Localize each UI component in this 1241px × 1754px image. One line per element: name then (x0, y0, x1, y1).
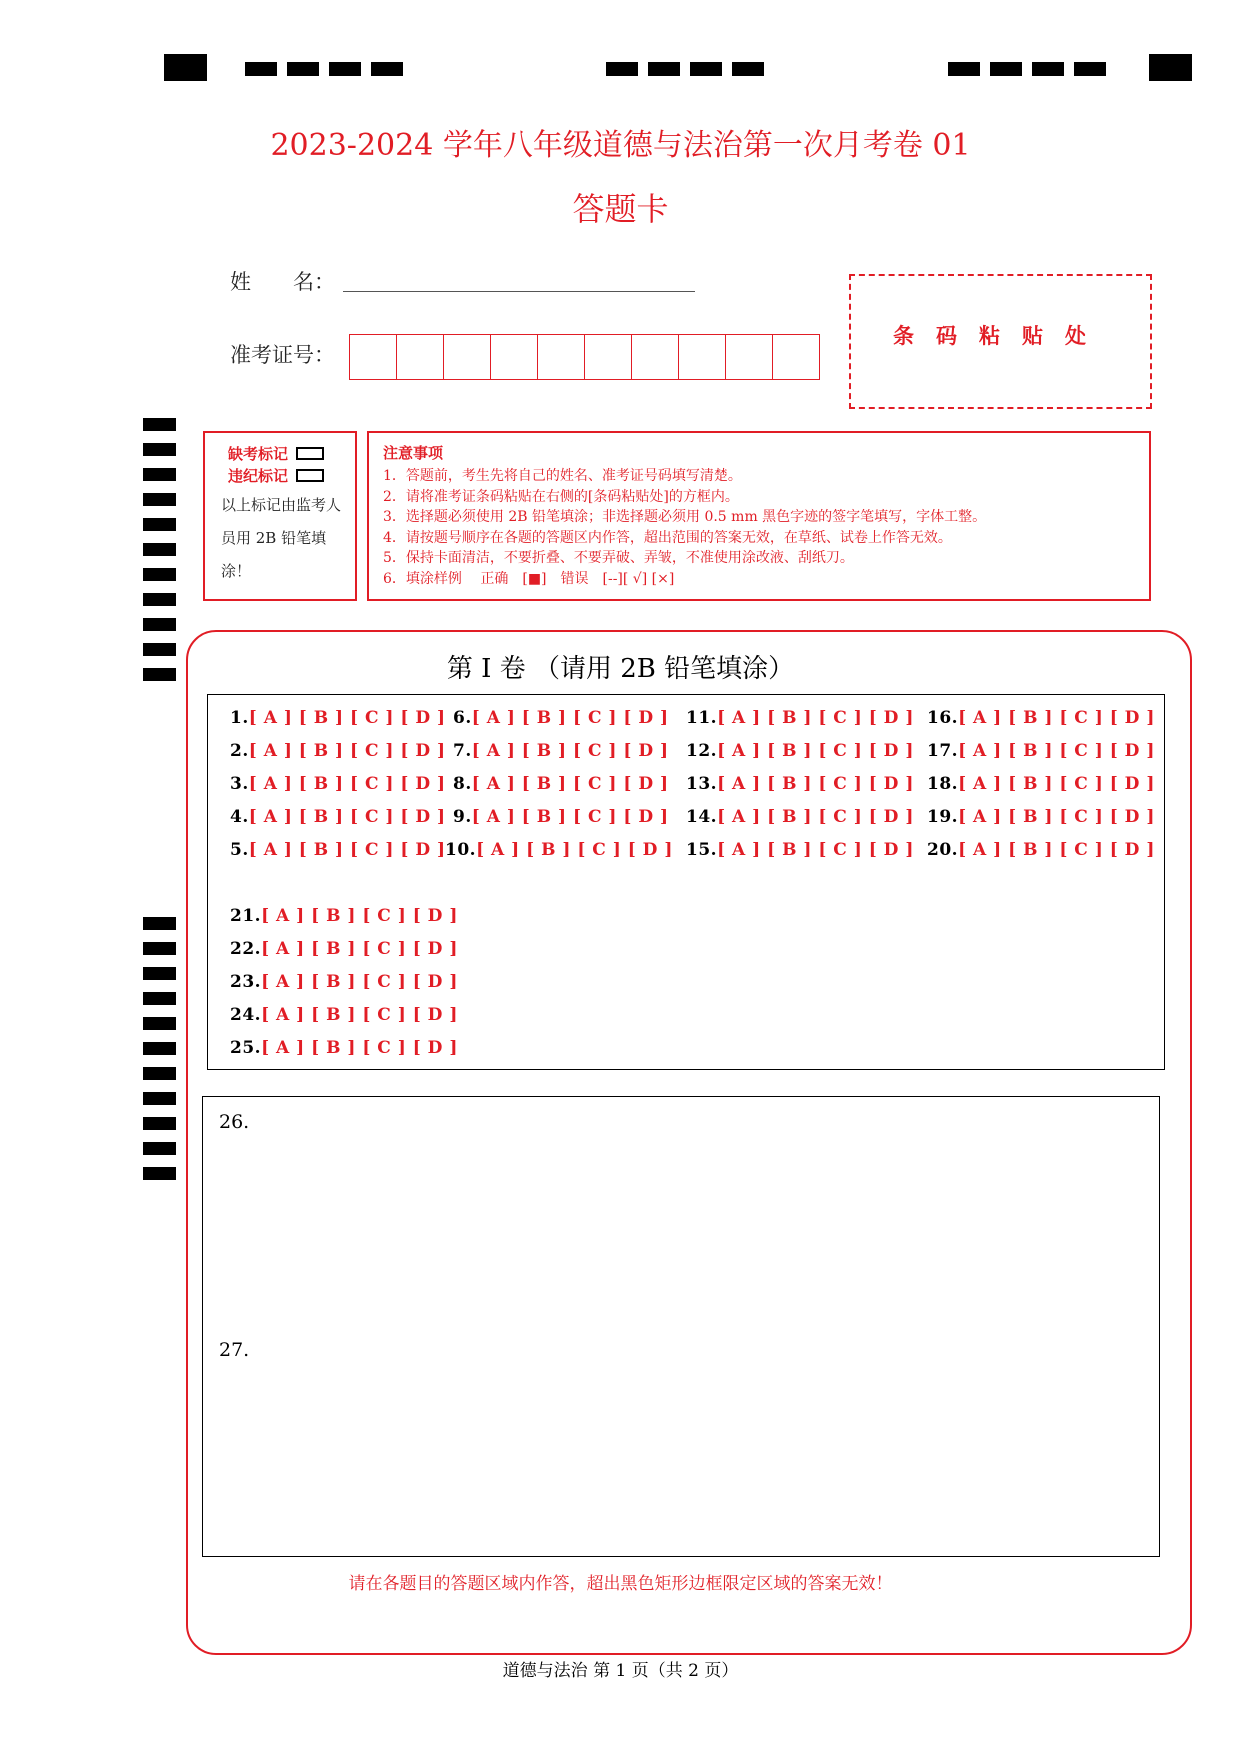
mc-question-number: 14. (686, 807, 718, 827)
mc-question-number: 17. (927, 741, 959, 761)
exam-id-digit-box[interactable] (678, 334, 726, 380)
mc-question-25[interactable] (230, 1038, 458, 1058)
open-answer-box[interactable] (202, 1096, 1160, 1557)
mc-question-number: 16. (927, 708, 959, 728)
exam-id-digit-box[interactable] (349, 334, 397, 380)
mc-question-10[interactable] (445, 840, 673, 860)
mc-question-6[interactable] (453, 708, 669, 728)
mc-answer-options[interactable]: [ A ] [ B ] [ C ] [ D ] (717, 807, 914, 827)
mc-question-2[interactable] (230, 741, 446, 761)
registration-mark-top-left (164, 54, 207, 81)
exam-id-digit-box[interactable] (537, 334, 585, 380)
notice-item: 1．答题前，考生先将自己的姓名、准考证号码填写清楚。 (383, 468, 742, 484)
mc-answer-options[interactable]: [ A ] [ B ] [ C ] [ D ] (471, 741, 669, 761)
mc-question-number: 7. (453, 741, 472, 761)
absent-mark-label: 缺考标记 (228, 445, 289, 463)
mc-question-20[interactable] (927, 840, 1155, 860)
mc-question-4[interactable] (230, 807, 446, 827)
mc-question-11[interactable] (686, 708, 914, 728)
notice-item: 2．请将准考证条码粘贴在右侧的[条码粘贴处]的方框内。 (383, 488, 739, 505)
mc-answer-options[interactable]: [ A ] [ B ] [ C ] [ D ] (958, 774, 1155, 794)
mc-question-number: 21. (230, 906, 262, 926)
mc-question-number: 10. (445, 840, 477, 860)
mc-answer-options[interactable]: [ A ] [ B ] [ C ] [ D ] (471, 807, 669, 827)
question-27-number: 27. (219, 1339, 250, 1361)
mc-question-number: 20. (927, 840, 959, 860)
timing-mark (648, 62, 680, 76)
mc-question-number: 22. (230, 939, 262, 959)
exam-id-digit-box[interactable] (725, 334, 773, 380)
mc-answer-options[interactable]: [ A ] [ B ] [ C ] [ D ] (958, 807, 1155, 827)
mc-question-24[interactable] (230, 1005, 458, 1025)
mc-question-8[interactable] (453, 774, 669, 794)
mc-answer-options[interactable]: [ A ] [ B ] [ C ] [ D ] (261, 972, 458, 992)
name-field[interactable] (343, 290, 695, 292)
mc-answer-options[interactable]: [ A ] [ B ] [ C ] [ D ] (248, 774, 446, 794)
mc-answer-options[interactable]: [ A ] [ B ] [ C ] [ D ] (717, 708, 914, 728)
timing-mark (606, 62, 638, 76)
mc-question-number: 12. (686, 741, 718, 761)
notice-item: 5．保持卡面清洁，不要折叠、不要弄破、弄皱，不准使用涂改液、刮纸刀。 (383, 550, 854, 566)
mc-question-17[interactable] (927, 741, 1155, 761)
timing-mark (1074, 62, 1106, 76)
notice-title: 注意事项 (383, 444, 444, 462)
mc-question-number: 11. (686, 708, 718, 728)
mc-question-14[interactable] (686, 807, 914, 827)
mc-question-12[interactable] (686, 741, 914, 761)
timing-mark (948, 62, 980, 76)
exam-id-digit-box[interactable] (584, 334, 632, 380)
notice-item: 6．填涂样例 正确 [■] 错误 [--][ √] [×] (383, 570, 675, 587)
exam-id-digit-box[interactable] (443, 334, 491, 380)
mc-answer-options[interactable]: [ A ] [ B ] [ C ] [ D ] (261, 1038, 458, 1058)
mc-question-number: 2. (230, 741, 249, 761)
mc-answer-options[interactable]: [ A ] [ B ] [ C ] [ D ] (248, 741, 446, 761)
mc-question-number: 4. (230, 807, 249, 827)
name-label: 姓 名： (230, 270, 335, 294)
violation-mark-checkbox[interactable] (296, 469, 324, 482)
question-26-number: 26. (219, 1111, 250, 1133)
mc-question-number: 3. (230, 774, 249, 794)
mc-question-9[interactable] (453, 807, 669, 827)
mc-answer-options[interactable]: [ A ] [ B ] [ C ] [ D ] (717, 840, 914, 860)
mc-answer-options[interactable]: [ A ] [ B ] [ C ] [ D ] (248, 807, 446, 827)
mc-question-16[interactable] (927, 708, 1155, 728)
mc-question-5[interactable] (230, 840, 446, 860)
proctor-marks-note: 以上标记由监考人员用 2B 铅笔填涂！ (221, 496, 342, 580)
timing-mark (990, 62, 1022, 76)
mc-question-3[interactable] (230, 774, 446, 794)
timing-mark (371, 62, 403, 76)
barcode-area[interactable] (849, 274, 1152, 409)
mc-question-22[interactable] (230, 939, 458, 959)
exam-title: 2023-2024 学年八年级道德与法治第一次月考卷 01 (270, 128, 971, 163)
mc-answer-options[interactable]: [ A ] [ B ] [ C ] [ D ] (717, 774, 914, 794)
registration-mark-top-right (1149, 54, 1192, 81)
violation-mark-label: 违纪标记 (228, 467, 289, 485)
part1-title: 第 Ⅰ 卷 （请用 2B 铅笔填涂） (446, 654, 795, 684)
proctor-marks-box (203, 431, 357, 601)
mc-question-number: 13. (686, 774, 718, 794)
exam-id-digit-box[interactable] (396, 334, 444, 380)
mc-question-18[interactable] (927, 774, 1155, 794)
answer-sheet-title: 答题卡 (572, 190, 669, 228)
notice-box (367, 431, 1151, 601)
mc-question-number: 23. (230, 972, 262, 992)
mc-answer-options[interactable]: [ A ] [ B ] [ C ] [ D ] (261, 1005, 458, 1025)
exam-id-digit-box[interactable] (631, 334, 679, 380)
mc-question-13[interactable] (686, 774, 914, 794)
exam-id-boxes[interactable] (349, 334, 819, 380)
mc-answer-options[interactable]: [ A ] [ B ] [ C ] [ D ] (958, 840, 1155, 860)
exam-id-digit-box[interactable] (772, 334, 820, 380)
notice-item: 4．请按题号顺序在各题的答题区内作答，超出范围的答案无效，在草纸、试卷上作答无效。 (383, 529, 952, 546)
mc-answer-options[interactable]: [ A ] [ B ] [ C ] [ D ] (476, 840, 673, 860)
mc-question-1[interactable] (230, 708, 446, 728)
mc-question-number: 18. (927, 774, 959, 794)
mc-question-21[interactable] (230, 906, 458, 926)
mc-answer-options[interactable]: [ A ] [ B ] [ C ] [ D ] (248, 708, 446, 728)
mc-answer-options[interactable]: [ A ] [ B ] [ C ] [ D ] (261, 939, 458, 959)
mc-answer-options[interactable]: [ A ] [ B ] [ C ] [ D ] (717, 741, 914, 761)
mc-question-number: 15. (686, 840, 718, 860)
mc-question-19[interactable] (927, 807, 1155, 827)
mc-question-23[interactable] (230, 972, 458, 992)
answer-area-warning: 请在各题目的答题区域内作答，超出黑色矩形边框限定区域的答案无效！ (348, 1574, 893, 1594)
timing-mark (287, 62, 319, 76)
mc-question-number: 8. (453, 774, 472, 794)
page-number: 道德与法治 第 1 页（共 2 页） (502, 1661, 739, 1681)
mc-question-number: 9. (453, 807, 472, 827)
absent-mark-checkbox[interactable] (296, 447, 324, 460)
mc-answer-options[interactable]: [ A ] [ B ] [ C ] [ D ] (261, 906, 458, 926)
mc-question-7[interactable] (453, 741, 669, 761)
mc-question-15[interactable] (686, 840, 914, 860)
exam-id-digit-box[interactable] (490, 334, 538, 380)
mc-answer-options[interactable]: [ A ] [ B ] [ C ] [ D ] (958, 708, 1155, 728)
mc-question-number: 25. (230, 1038, 262, 1058)
mc-answer-options[interactable]: [ A ] [ B ] [ C ] [ D ] (471, 774, 669, 794)
timing-mark (329, 62, 361, 76)
mc-question-number: 19. (927, 807, 959, 827)
mc-question-number: 24. (230, 1005, 262, 1025)
mc-question-number: 5. (230, 840, 249, 860)
notice-item: 3．选择题必须使用 2B 铅笔填涂；非选择题必须用 0.5 mm 黑色字迹的签字笔填写，字体工整。 (383, 509, 987, 525)
timing-mark (245, 62, 277, 76)
mc-answer-options[interactable]: [ A ] [ B ] [ C ] [ D ] (958, 741, 1155, 761)
timing-mark (690, 62, 722, 76)
mc-answer-options[interactable]: [ A ] [ B ] [ C ] [ D ] (248, 840, 446, 860)
timing-mark (1032, 62, 1064, 76)
mc-question-number: 6. (453, 708, 472, 728)
mc-question-number: 1. (230, 708, 249, 728)
exam-id-label: 准考证号： (230, 343, 335, 367)
mc-answer-options[interactable]: [ A ] [ B ] [ C ] [ D ] (471, 708, 669, 728)
barcode-label: 条码粘贴处 (893, 323, 1108, 348)
timing-mark (732, 62, 764, 76)
